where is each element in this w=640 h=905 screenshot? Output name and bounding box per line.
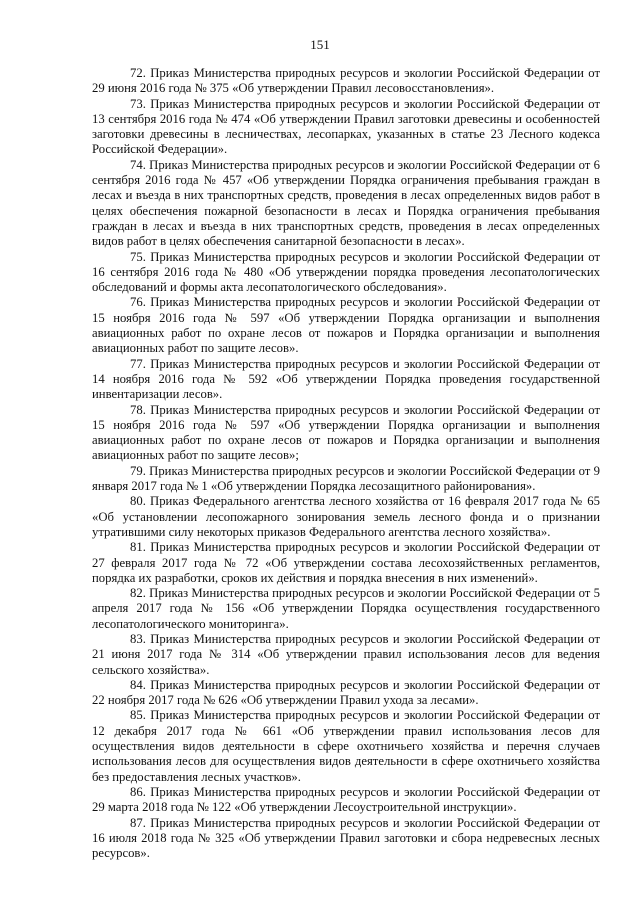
list-item: 86. Приказ Министерства природных ресурсов и экологии Российской Федерации от 29 марта 2018 года № 122 «Об утверждении Лесоустроительной инструкции». [92, 784, 600, 815]
document-body [92, 66, 600, 861]
list-item: 74. Приказ Министерства природных ресурсов и экологии Российской Федерации от 6 сентября 2016 года № 457 «Об утверждении Порядка ограничения пребывания граждан в лесах и въезда в них транспортных средств, проведения в лесах определенных видов работ в целях обеспечения пожарной безопасности в лесах и Порядка ограничения пребывания граждан в лесах и въезда в них транспортных средств, проведения в лесах определенных видов работ в целях обеспечения санитарной безопасности в лесах». [92, 157, 600, 249]
list-item: 77. Приказ Министерства природных ресурсов и экологии Российской Федерации от 14 ноября 2016 года № 592 «Об утверждении Порядка проведения государственной инвентаризации лесов». [92, 356, 600, 402]
list-item: 80. Приказ Федерального агентства лесного хозяйства от 16 февраля 2017 года № 65 «Об установлении лесопожарного зонирования земель лесного фонда и о признании утратившими силу некоторых приказов Федерального агентства лесного хозяйства». [92, 494, 600, 539]
list-item: 83. Приказ Министерства природных ресурсов и экологии Российской Федерации от 21 июня 2017 года № 314 «Об утверждении правил использования лесов для ведения сельского хозяйства». [92, 631, 600, 677]
list-item: 82. Приказ Министерства природных ресурсов и экологии Российской Федерации от 5 апреля 2017 года № 156 «Об утверждении Порядка осуществления государственного лесопатологического мониторинга». [92, 586, 600, 631]
list-item: 78. Приказ Министерства природных ресурсов и экологии Российской Федерации от 15 ноября 2016 года № 597 «Об утверждении Порядка организации и выполнения авиационных работ по охране лесов от пожаров и Порядка организации и выполнения авиационных работ по защите лесов»; [92, 402, 600, 463]
list-item: 81. Приказ Министерства природных ресурсов и экологии Российской Федерации от 27 февраля 2017 года № 72 «Об утверждении состава лесохозяйственных регламентов, порядка их разработки, сроков их действия и порядка внесения в них изменений». [92, 540, 600, 585]
list-item: 87. Приказ Министерства природных ресурсов и экологии Российской Федерации от 16 июля 2018 года № 325 «Об утверждении Правил заготовки и сбора недревесных лесных ресурсов». [92, 815, 600, 861]
list-item: 79. Приказ Министерства природных ресурсов и экологии Российской Федерации от 9 января 2017 года № 1 «Об утверждении Порядка лесозащитного районирования». [92, 463, 600, 494]
page-number: 151 [310, 37, 330, 52]
list-item: 76. Приказ Министерства природных ресурсов и экологии Российской Федерации от 15 ноября 2016 года № 597 «Об утверждении Порядка организации и выполнения авиационных работ по охране лесов от пожаров и Порядка организации и выполнения авиационных работ по защите лесов». [92, 295, 600, 356]
list-item: 72. Приказ Министерства природных ресурсов и экологии Российской Федерации от 29 июня 2016 года № 375 «Об утверждении Правил лесовосстановления». [92, 66, 600, 96]
list-item: 75. Приказ Министерства природных ресурсов и экологии Российской Федерации от 16 сентября 2016 года № 480 «Об утверждении порядка проведения лесопатологических обследований и формы акта лесопатологического обследования». [92, 249, 600, 295]
list-item: 73. Приказ Министерства природных ресурсов и экологии Российской Федерации от 13 сентября 2016 года № 474 «Об утверждении Правил заготовки древесины и особенностей заготовки древесины в лесничествах, лесопарках, указанных в статье 23 Лесного кодекса Российской Федерации». [92, 96, 600, 157]
list-item: 84. Приказ Министерства природных ресурсов и экологии Российской Федерации от 22 ноября 2017 года № 626 «Об утверждении Правил ухода за лесами». [92, 677, 600, 708]
list-item: 85. Приказ Министерства природных ресурсов и экологии Российской Федерации от 12 декабря 2017 года № 661 «Об утверждении правил использования лесов для осуществления видов деятельности в сфере охотничьего хозяйства и перечня случаев использования лесов для осуществления видов деятельности в сфере охотничьего хозяйства без предоставления лесных участков». [92, 708, 600, 784]
